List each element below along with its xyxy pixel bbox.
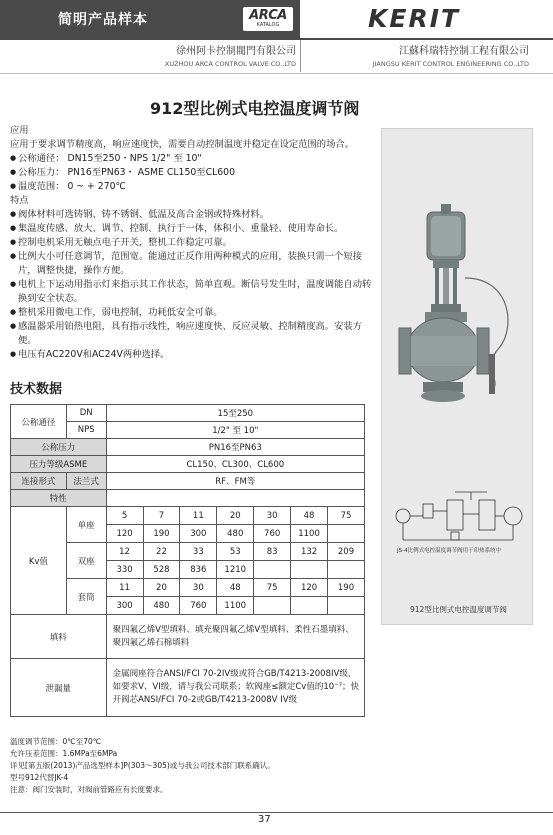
header-rule-right xyxy=(300,38,553,40)
double-seat-label: 双座 xyxy=(66,543,106,579)
dn-value: 15至250 xyxy=(106,405,364,422)
bullet-icon xyxy=(10,180,18,194)
kv-cell xyxy=(328,597,365,615)
note-line: 详见[第五版(2013)产品选型样本]P(303～305)或与我公司技术部门联系确认。 xyxy=(10,761,275,770)
footnotes xyxy=(10,736,275,796)
page-title: 912型比例式电控温度调节阀 xyxy=(150,99,360,118)
connection-label: 连接形式 xyxy=(11,473,67,490)
nps-label: NPS xyxy=(66,422,106,439)
kv-cell: 22 xyxy=(143,543,180,561)
application-bullet: ● 温度范围： 0 ~ + 270℃ xyxy=(10,180,372,194)
bullet-icon xyxy=(10,278,18,306)
note-line: 允许压差范围：1.6MPa至6MPa xyxy=(10,749,118,758)
application-text: 应用于要求调节精度高，响应速度快，需要自动控制温度并稳定在设定范围的场合。 xyxy=(10,139,354,150)
arca-logo-text: ARCA xyxy=(249,8,287,23)
pressure-value: PN16至PN63 xyxy=(106,439,364,456)
kv-cell: 528 xyxy=(143,561,180,579)
valve-actuator-image xyxy=(427,204,465,312)
characteristic-label: 特性 xyxy=(11,490,107,507)
header-rule-left xyxy=(0,38,300,40)
tech-data-heading: 技术数据 xyxy=(10,382,63,397)
kv-cell: 11 xyxy=(180,507,217,525)
application-bullet: ● 公称通径： DN15至250・NPS 1/2" 至 10" xyxy=(10,152,372,166)
bullet-icon xyxy=(10,152,18,166)
kv-cell: 12 xyxy=(106,543,143,561)
packing-label: 填料 xyxy=(11,615,107,659)
header-right-band xyxy=(300,0,553,38)
pressure-label: 公称压力 xyxy=(11,439,107,456)
bullet-icon xyxy=(10,250,18,278)
table-row xyxy=(11,615,365,659)
bullet-icon xyxy=(10,348,18,362)
bullet-icon xyxy=(10,208,18,222)
feature-bullet: ● 阀体材料可选铸钢、铸不锈钢、低温及高合金钢或特殊材料。 xyxy=(10,208,372,222)
kv-cell: 836 xyxy=(180,561,217,579)
leakage-label: 泄漏量 xyxy=(11,659,107,717)
dn-label: DN xyxy=(66,405,106,422)
characteristic-value xyxy=(106,490,364,507)
feature-bullet: ● 控制电机采用无触点电子开关，整机工作稳定可靠。 xyxy=(10,236,372,250)
kv-cell xyxy=(291,597,328,615)
company-right-cn: 江蘇科瑞特控制工程有限公司 xyxy=(399,46,529,57)
kv-cell: 1100 xyxy=(291,525,328,543)
table-row xyxy=(11,473,365,490)
series-title: 简明产品样本 xyxy=(58,12,148,28)
leakage-value: 金属阀座符合ANSI/FCI 70-2IV级或符合GB/T4213-2008IV级，如要求V、VI级，请与我公司联系；软阀座≤额定Cv值的10⁻⁷；快开阀芯ANSI/FCI 70-2或GB/T4213-2008V IV级 xyxy=(106,659,364,717)
kv-cell: 30 xyxy=(180,579,217,597)
kv-cell: 480 xyxy=(143,597,180,615)
application-bullet: ● 公称压力： PN16至PN63・ ASME CL150至CL600 xyxy=(10,166,372,180)
company-left-cn: 徐州阿卡控制閥門有限公司 xyxy=(176,46,296,57)
kv-cell: 20 xyxy=(217,507,254,525)
note-line: 注意：阀门安装时，对阀前管路应有长度要求。 xyxy=(10,785,168,794)
kv-cell: 30 xyxy=(254,507,291,525)
kv-cell: 760 xyxy=(180,597,217,615)
kv-cell: 53 xyxy=(217,543,254,561)
arca-logo xyxy=(243,7,293,31)
valve-body-image xyxy=(399,312,489,402)
table-row xyxy=(11,507,365,525)
feature-bullet: ● 集温度传感、放大、调节、控制、执行于一体，体积小、重量轻、使用寿命长。 xyxy=(10,222,372,236)
kv-cell: 20 xyxy=(143,579,180,597)
footer-rule xyxy=(0,812,553,813)
kv-cell: 1100 xyxy=(217,597,254,615)
kv-cell: 190 xyxy=(143,525,180,543)
feature-bullet: ● 电压有AC220V和AC24V两种选择。 xyxy=(10,348,372,362)
kv-cell xyxy=(328,561,365,579)
kv-cell: 75 xyxy=(328,507,365,525)
note-line: 型号912代替JK-4 xyxy=(10,773,69,782)
cage-label: 套筒 xyxy=(66,579,106,615)
features-heading: 特点 xyxy=(10,195,29,206)
feature-bullet: ● 电机上下运动用指示灯来指示其工作状态，简单直观。断信号发生时，温度调能自动转换到安全状态。 xyxy=(10,278,372,306)
table-row xyxy=(11,456,365,473)
company-left-en: XUZHOU ARCA CONTROL VALVE CO.,LTD xyxy=(164,60,296,68)
bullet-icon xyxy=(10,320,18,348)
kv-cell: 7 xyxy=(143,507,180,525)
kv-cell: 5 xyxy=(106,507,143,525)
kv-cell xyxy=(254,561,291,579)
single-seat-label: 单座 xyxy=(66,507,106,543)
spec-table xyxy=(10,404,365,717)
kv-cell: 330 xyxy=(106,561,143,579)
kv-cell xyxy=(328,525,365,543)
kv-cell: 1210 xyxy=(217,561,254,579)
asme-label: 压力等级ASME xyxy=(11,456,107,473)
table-row xyxy=(11,439,365,456)
bullet-icon xyxy=(10,166,18,180)
arca-logo-subtext: KATALOG xyxy=(256,22,280,28)
feature-bullet: ● 感温器采用铂热电阻，具有指示线性，响应速度快、反应灵敏、控制精度高。安装方便。 xyxy=(10,320,372,348)
asme-value: CL150、CL300、CL600 xyxy=(106,456,364,473)
page-number: 37 xyxy=(258,814,271,825)
kv-cell: 300 xyxy=(180,525,217,543)
packing-value: 聚四氟乙烯V型填料、填充聚四氟乙烯V型填料、柔性石墨填料、聚四氟乙烯石棉填料 xyxy=(106,615,364,659)
kv-cell: 83 xyxy=(254,543,291,561)
table-row xyxy=(11,659,365,717)
installation-caption: JS-4比例式电控温度调节阀用于印热系统中 xyxy=(397,548,502,554)
kv-cell: 11 xyxy=(106,579,143,597)
note-line: 温度调节范围：0℃至70℃ xyxy=(10,737,102,746)
feature-bullet: ● 比例大小可任意调节，范围宽。能通过正反作用两种模式的应用，装换只需一个短接片，调整快捷，操作方便。 xyxy=(10,250,372,278)
kv-cell: 480 xyxy=(217,525,254,543)
description xyxy=(10,124,372,362)
kv-cell: 300 xyxy=(106,597,143,615)
bullet-icon xyxy=(10,222,18,236)
table-row xyxy=(11,490,365,507)
kerit-logo: KERIT xyxy=(368,4,461,33)
kv-cell: 33 xyxy=(180,543,217,561)
connection-value: RF、FM等 xyxy=(106,473,364,490)
kv-cell xyxy=(291,561,328,579)
kv-cell: 132 xyxy=(291,543,328,561)
kv-cell: 120 xyxy=(106,525,143,543)
bullet-icon xyxy=(10,236,18,250)
table-row xyxy=(11,405,365,422)
header-left-band xyxy=(0,0,300,38)
header-underline xyxy=(0,73,553,74)
kv-cell: 209 xyxy=(328,543,365,561)
header-bar xyxy=(0,0,553,38)
nominal-size-label: 公称通径 xyxy=(11,405,67,439)
company-right xyxy=(373,42,529,68)
application-heading: 应用 xyxy=(10,125,29,136)
company-left xyxy=(165,42,300,68)
kv-cell: 120 xyxy=(291,579,328,597)
bullet-icon xyxy=(10,306,18,320)
nps-value: 1/2" 至 10" xyxy=(106,422,364,439)
feature-bullet: ● 整机采用微电工作，弱电控制，功耗低安全可靠。 xyxy=(10,306,372,320)
company-divider xyxy=(300,40,301,72)
flange-label: 法兰式 xyxy=(66,473,106,490)
kv-cell: 48 xyxy=(291,507,328,525)
kv-cell xyxy=(254,597,291,615)
kv-cell: 760 xyxy=(254,525,291,543)
company-right-en: JIANGSU KERIT CONTROL ENGINEERING CO.,LTD xyxy=(372,60,529,68)
kv-cell: 75 xyxy=(254,579,291,597)
kv-cell: 190 xyxy=(328,579,365,597)
kv-cell: 48 xyxy=(217,579,254,597)
product-caption: 912型比例式电控温度调节阀 xyxy=(410,605,507,614)
schematic-diagram xyxy=(396,492,522,540)
kv-label: Kv值 xyxy=(11,507,67,615)
